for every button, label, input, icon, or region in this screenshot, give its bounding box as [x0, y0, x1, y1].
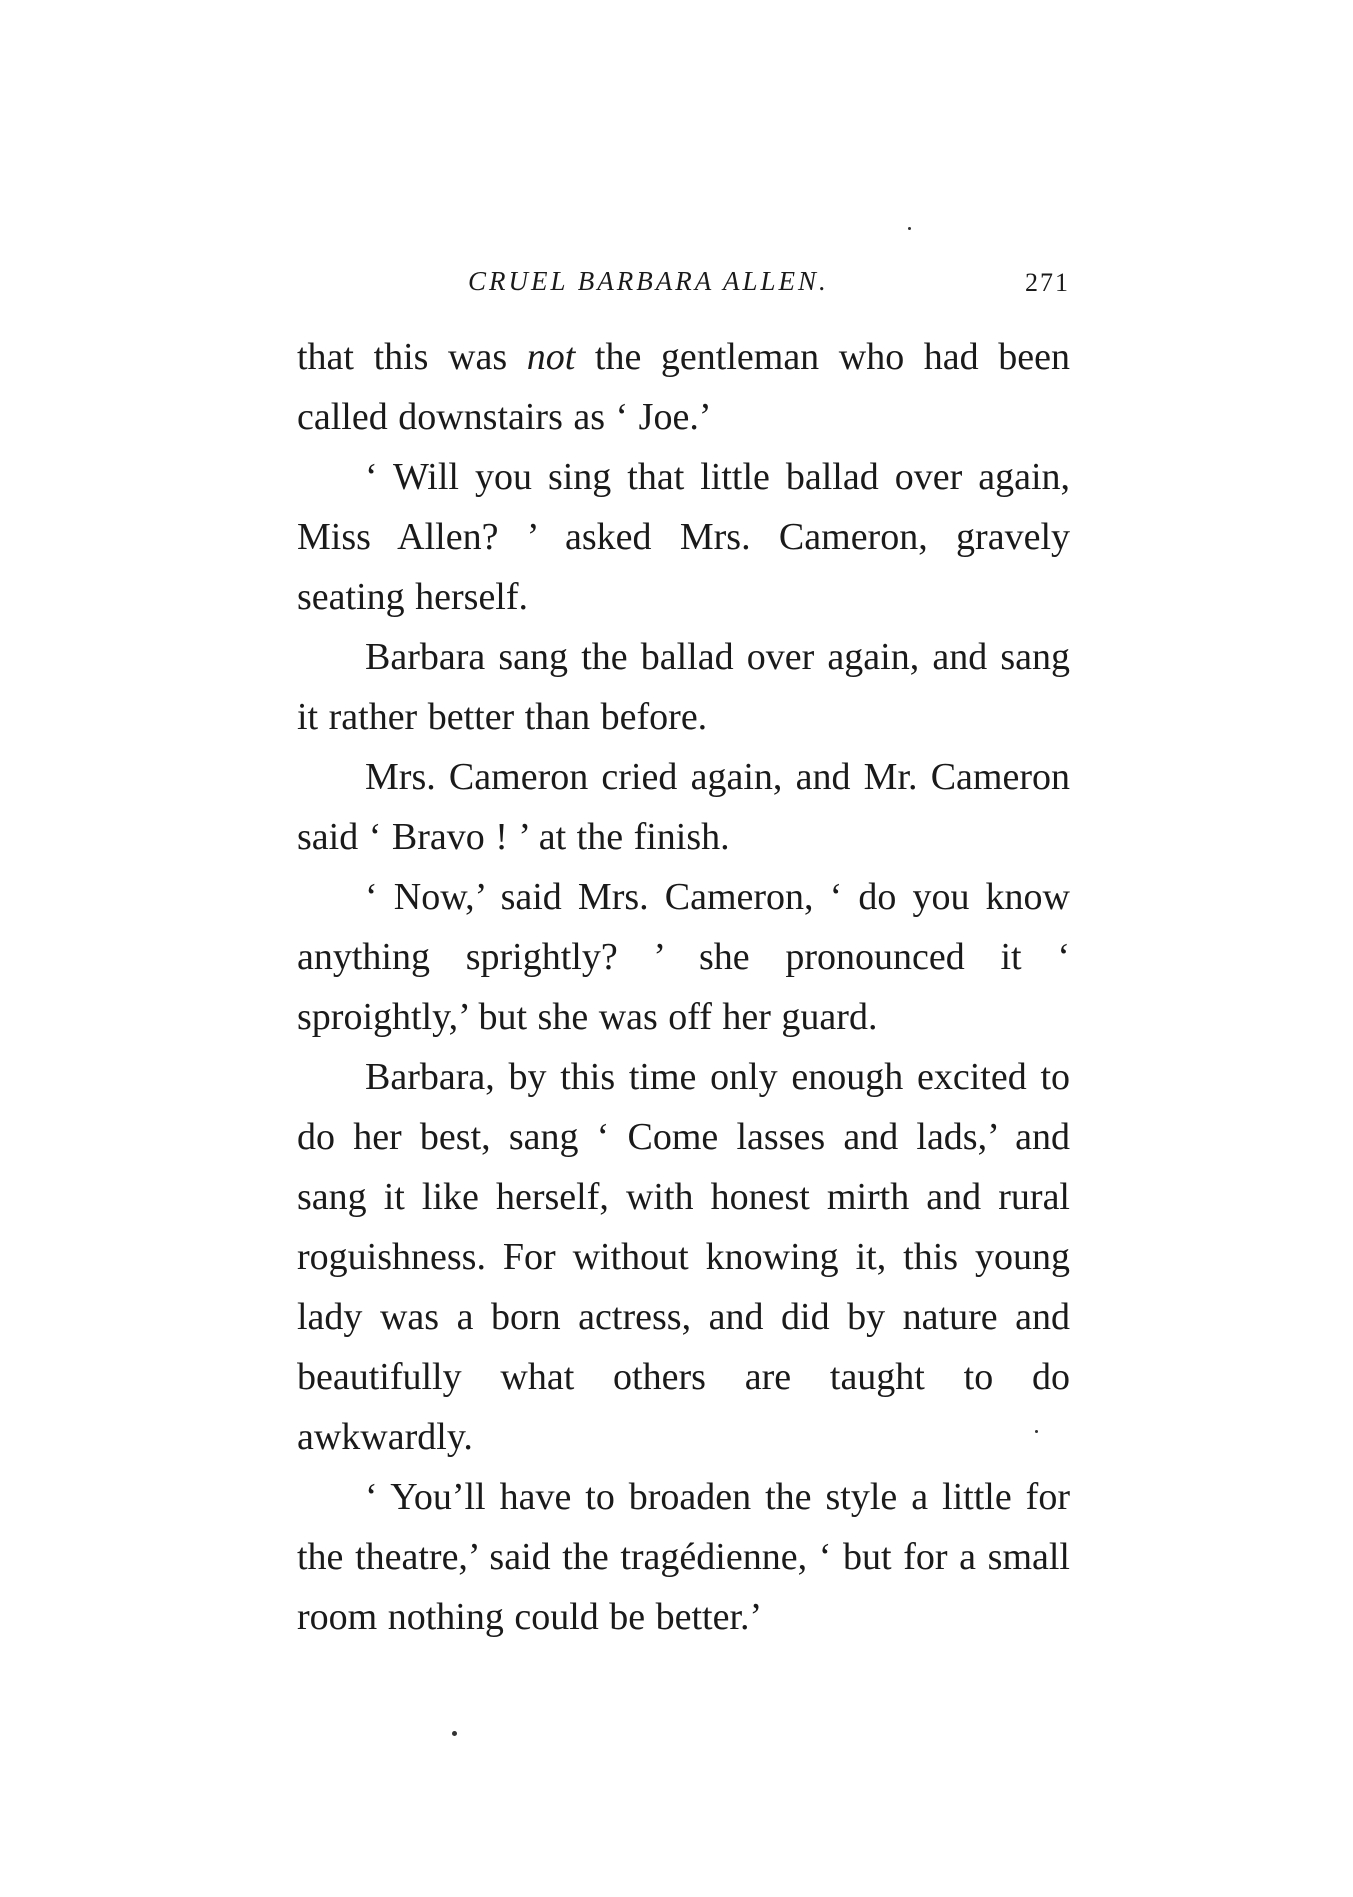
- paragraph-3: Barbara sang the ballad over again, and sang it rather better than before.: [297, 636, 1070, 738]
- emphasis-not: not: [526, 336, 576, 378]
- running-title: CRUEL BARBARA ALLEN.: [468, 266, 829, 296]
- running-head: [300, 266, 1070, 306]
- paragraph-7: ‘ You’ll have to broaden the style a little for the theatre,’ said the tragédienne, ‘ but for a small room nothing could be better.’: [297, 1476, 1070, 1638]
- paragraph-1-before: that this was: [297, 336, 527, 378]
- print-speck: [908, 227, 911, 230]
- body-text: [297, 327, 1070, 1647]
- paragraph-1: [297, 327, 1070, 447]
- paragraph-5: ‘ Now,’ said Mrs. Cameron, ‘ do you know anything sprightly? ’ she pronounced it ‘ sproightly,’ but she was off her guard.: [297, 876, 1070, 1038]
- paragraph-2: ‘ Will you sing that little ballad over again, Miss Allen? ’ asked Mrs. Cameron, gravely seating herself.: [297, 456, 1070, 618]
- paragraph-4: Mrs. Cameron cried again, and Mr. Cameron said ‘ Bravo ! ’ at the finish.: [297, 756, 1070, 858]
- print-speck: [1035, 1430, 1038, 1433]
- paragraph-1-after: the gentleman who had been called downstairs as ‘ Joe.’: [297, 336, 1070, 438]
- page-number: 271: [1025, 268, 1070, 297]
- paragraph-6: Barbara, by this time only enough excited to do her best, sang ‘ Come lasses and lads,’ and sang it like herself, with honest mirth and rural roguishness. For without knowing it, this young lady was a born actress, and did by nature and beautifully what others are taught to do awkwardly.: [297, 1056, 1070, 1458]
- print-speck: [452, 1731, 457, 1736]
